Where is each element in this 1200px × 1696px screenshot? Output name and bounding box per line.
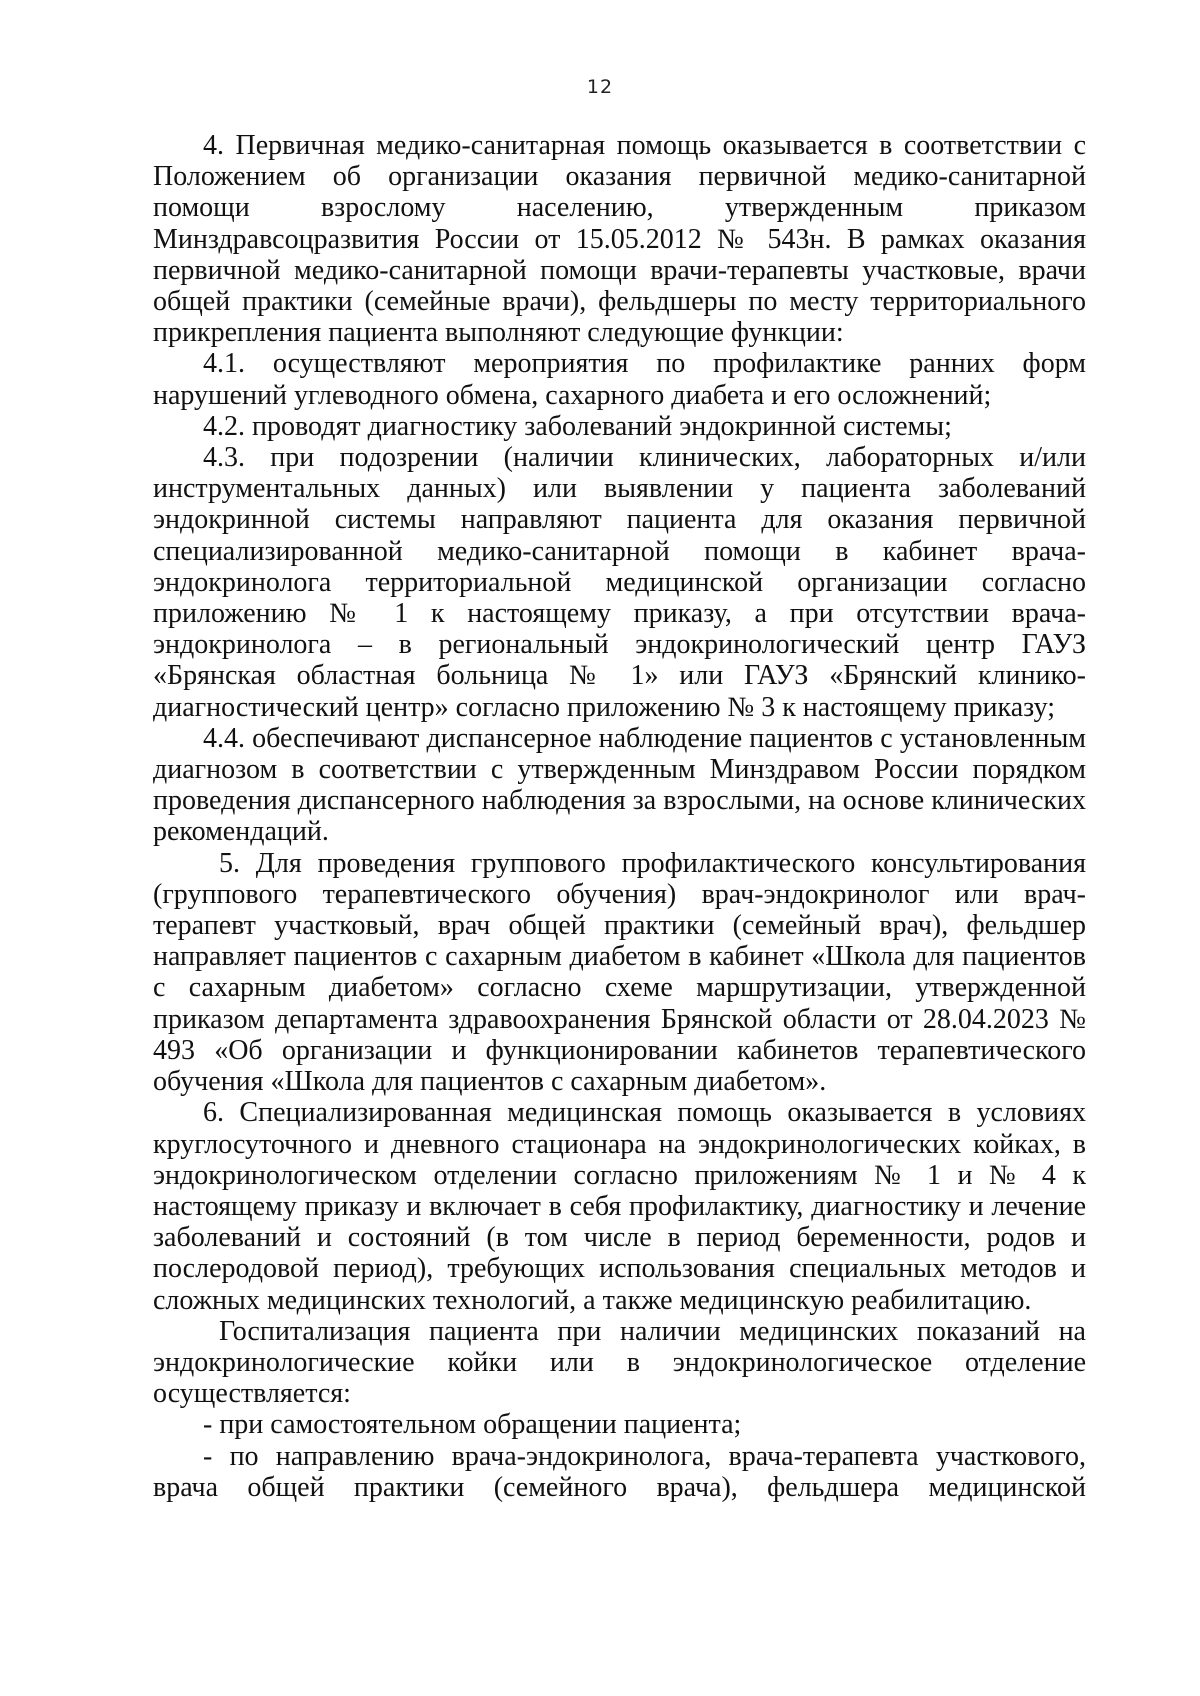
paragraph-item-4-1: 4.1. осуществляют мероприятия по профилактике ранних форм нарушений углеводного обмена, сахарного диабета и его осложнений; [153,348,1086,411]
paragraph-item-4-4: 4.4. обеспечивают диспансерное наблюдение пациентов с установленным диагнозом в соответствии с утвержденным Минздравом России порядком проведения диспансерного наблюдения за взрослыми, на основе клинических рекомендаций. [153,722,1086,848]
paragraph-item-4: 4. Первичная медико-санитарная помощь оказывается в соответствии с Положением об организации оказания первичной медико-санитарной помощи взрослому населению, утвержденным приказом Минздравсоцразвития России от 15.05.2012 № 543н. В рамках оказания первичной медико-санитарной помощи врачи-терапевты участковые, врачи общей практики (семейные врачи), фельдшеры по месту территориального прикрепления пациента выполняют следующие функции: [153,130,1086,349]
page-number: 12 [586,76,614,98]
list-item-self-referral: - при самостоятельном обращении пациента; [203,1409,742,1441]
paragraph-item-6: 6. Специализированная медицинская помощь оказывается в условиях круглосуточного и дневного стационара на эндокринологических койках, в эндокринологическом отделении согласно приложениям № 1 и № 4 к настоящему приказу и включает в себя профилактику, диагностику и лечение заболеваний и состояний (в том числе в период беременности, родов и послеродовой период), требующих использования специальных методов и сложных медицинских технологий, а также медицинскую реабилитацию. [153,1097,1086,1316]
paragraph-item-4-3: 4.3. при подозрении (наличии клинических, лабораторных и/или инструментальных данных) или выявлении у пациента заболеваний эндокринной системы направляют пациента для оказания первичной специализированной медико-санитарной помощи в кабинет врача-эндокринолога территориальной медицинской организации согласно приложению № 1 к настоящему приказу, а при отсутствии врача-эндокринолога – в региональный эндокринологический центр ГАУЗ «Брянская областная больница № 1» или ГАУЗ «Брянский клинико-диагностический центр» согласно приложению № 3 к настоящему приказу; [153,442,1086,723]
paragraph-item-4-2: 4.2. проводят диагностику заболеваний эндокринной системы; [203,410,952,442]
paragraph-item-5: 5. Для проведения группового профилактического консультирования (группового терапевтического обучения) врач-эндокринолог или врач-терапевт участковый, врач общей практики (семейный врач), фельдшер направляет пациентов с сахарным диабетом в кабинет «Школа для пациентов с сахарным диабетом» согласно схеме маршрутизации, утвержденной приказом департамента здравоохранения Брянской области от 28.04.2023 № 493 «Об организации и функционировании кабинетов терапевтического обучения «Школа для пациентов с сахарным диабетом». [153,847,1086,1098]
document-body [153,130,1086,1503]
paragraph-hospitalization: Госпитализация пациента при наличии медицинских показаний на эндокринологические койки или в эндокринологическое отделение осуществляется: [153,1315,1086,1410]
list-item-referral: - по направлению врача-эндокринолога, врача-терапевта участкового, врача общей практики (семейного врача), фельдшера медицинской [153,1440,1086,1503]
